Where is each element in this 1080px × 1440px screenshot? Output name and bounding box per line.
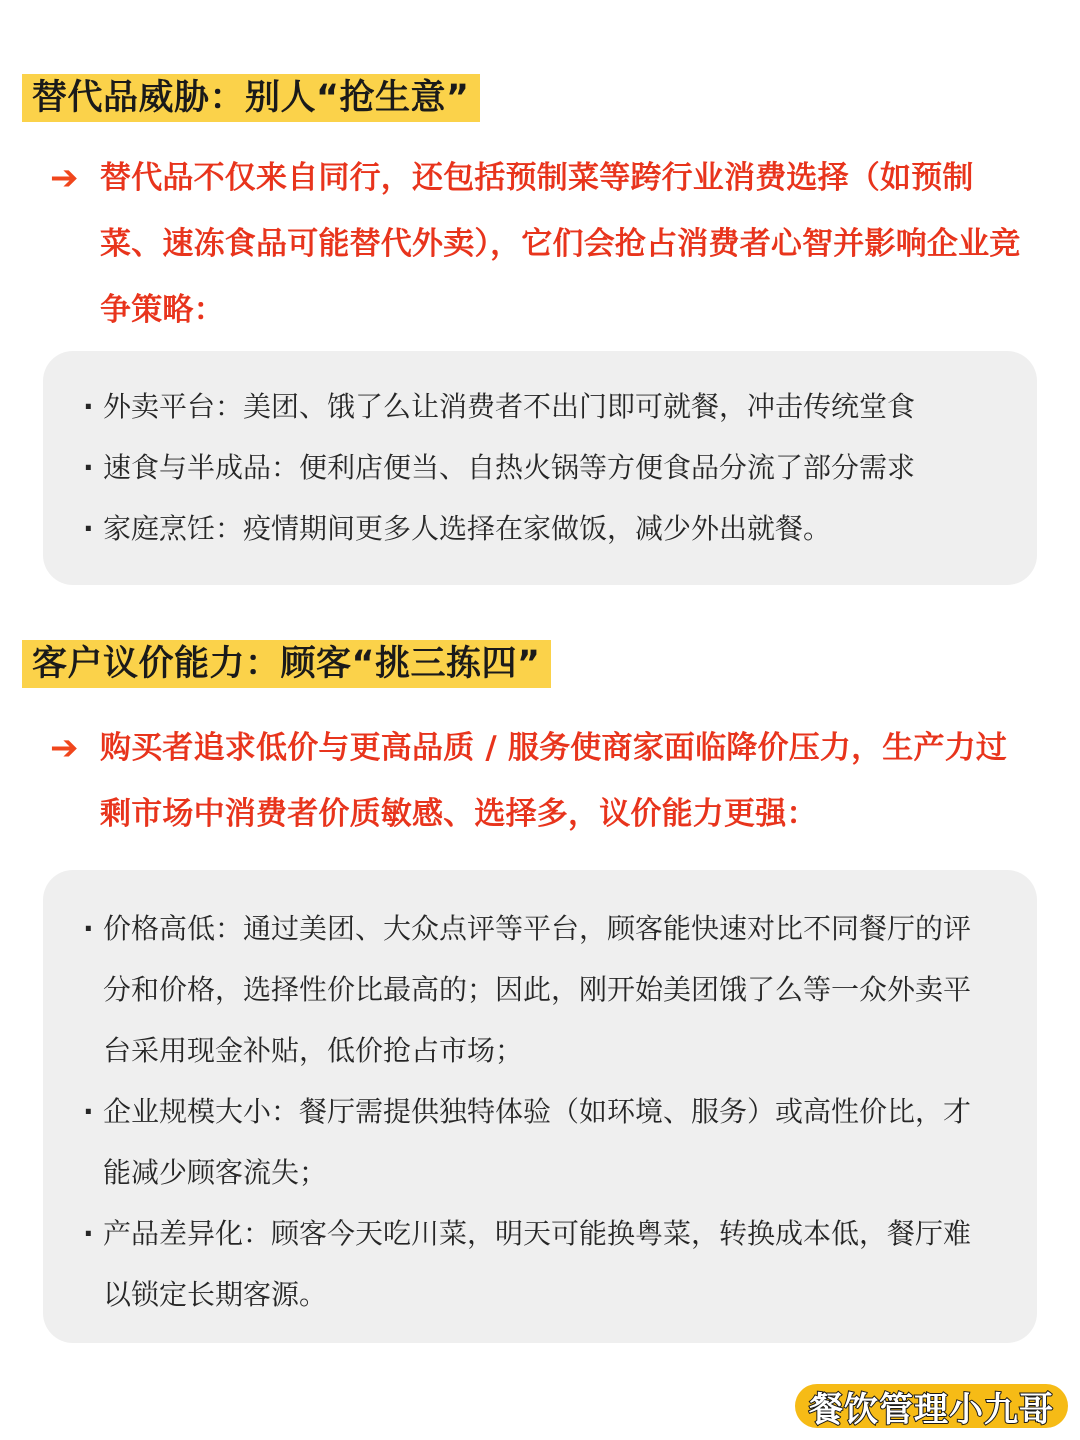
- arrow-right-icon: ➔: [50, 728, 79, 768]
- brand-name: 餐饮管理小九哥: [809, 1389, 1054, 1430]
- bullet-text: 速食与半成品：便利店便当、自热火锅等方便食品分流了部分需求: [103, 451, 916, 484]
- bullet-text: 价格高低：通过美团、大众点评等平台，顾客能快速对比不同餐厅的评分和价格，选择性价比最高的；因此，刚开始美团饿了么等一众外卖平台采用现金补贴，低价抢占市场；: [103, 912, 972, 1067]
- bullet-item: [83, 498, 992, 559]
- bullet-item: [83, 1081, 992, 1203]
- bullet-card: [43, 870, 1037, 1343]
- bullet-dot-icon: ·: [83, 390, 94, 423]
- brand-badge: [795, 1384, 1068, 1428]
- bullet-text: 企业规模大小：餐厅需提供独特体验（如环境、服务）或高性价比，才能减少顾客流失；: [103, 1095, 972, 1189]
- bullet-dot-icon: ·: [83, 1217, 94, 1250]
- section-heading: 替代品威胁：别人“抢生意”: [22, 74, 480, 122]
- bullet-dot-icon: ·: [83, 512, 94, 545]
- bullet-text: 家庭烹饪：疫情期间更多人选择在家做饭，减少外出就餐。: [103, 512, 832, 545]
- section-heading: 客户议价能力：顾客“挑三拣四”: [22, 640, 551, 688]
- bullet-item: [83, 898, 992, 1081]
- bullet-text: 外卖平台：美团、饿了么让消费者不出门即可就餐，冲击传统堂食: [103, 390, 916, 423]
- highlight-text: 替代品不仅来自同行，还包括预制菜等跨行业消费选择（如预制菜、速冻食品可能替代外卖），它们会抢占消费者心智并影响企业竞争策略：: [100, 160, 1021, 328]
- highlight-paragraph: [50, 145, 1030, 343]
- bullet-item: [83, 1203, 992, 1325]
- arrow-right-icon: ➔: [50, 158, 79, 198]
- bullet-dot-icon: ·: [83, 912, 94, 945]
- bullet-item: [83, 376, 992, 437]
- highlight-paragraph: [50, 715, 1030, 847]
- highlight-text: 购买者追求低价与更高品质 / 服务使商家面临降价压力，生产力过剩市场中消费者价质敏感、选择多，议价能力更强：: [100, 730, 1008, 832]
- bullet-item: [83, 437, 992, 498]
- bullet-card: [43, 351, 1037, 585]
- bullet-text: 产品差异化：顾客今天吃川菜，明天可能换粤菜，转换成本低，餐厅难以锁定长期客源。: [103, 1217, 972, 1311]
- bullet-dot-icon: ·: [83, 1095, 94, 1128]
- bullet-dot-icon: ·: [83, 451, 94, 484]
